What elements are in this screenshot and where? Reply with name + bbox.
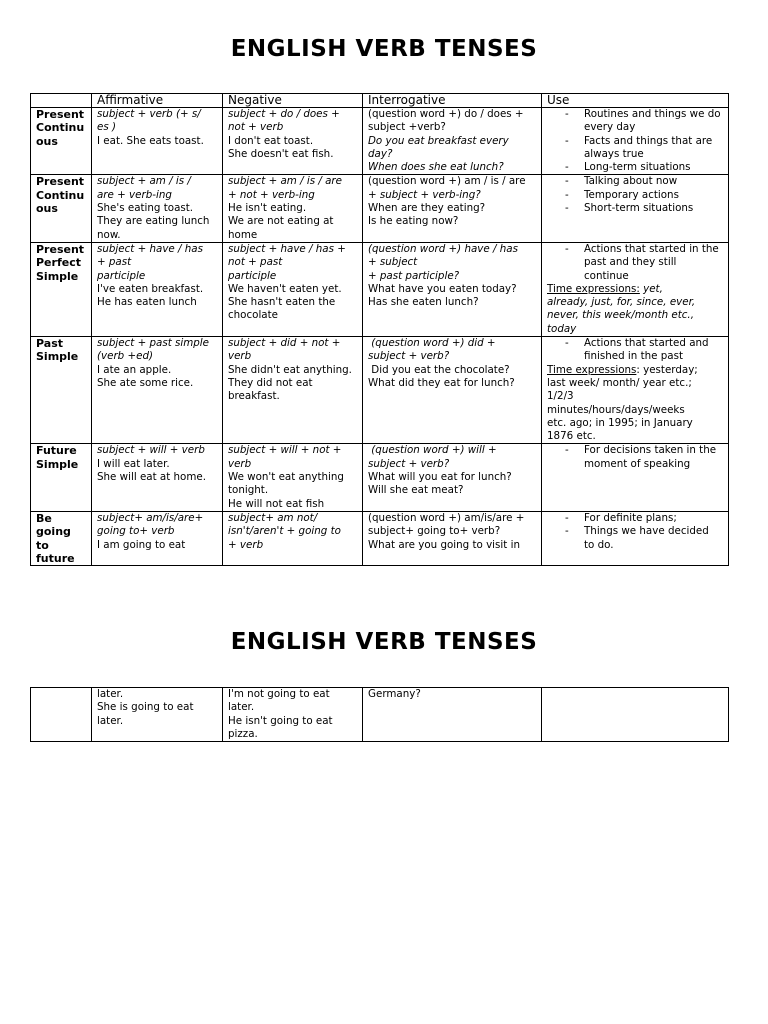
example-line: home: [228, 228, 258, 241]
formula-line: are + verb-ing: [97, 188, 172, 201]
tense-name-line: Present: [36, 242, 85, 256]
use-bullet: - Temporary actions: [565, 188, 679, 201]
use-bullet-text: Long-term situations: [584, 161, 691, 174]
use-bullet: - Short-term situations: [565, 202, 694, 215]
time-expressions-text: already, just, for, since, ever,: [547, 296, 696, 309]
use-bullet-text: Actions that started and: [584, 337, 709, 350]
use-bullet-text: For definite plans;: [584, 511, 677, 524]
example-line: We haven't eaten yet.: [228, 282, 342, 295]
use-bullet: - For decisions taken in the: [565, 444, 717, 457]
use-bullet-continuation: [547, 256, 724, 269]
tense-name-cell: [31, 511, 92, 565]
use-cell: [542, 108, 729, 175]
time-expressions: [547, 364, 724, 377]
use-bullet-text: Routines and things we do: [584, 108, 721, 120]
use-cell: [542, 688, 729, 742]
formula-line: es ): [97, 121, 116, 134]
example-line: He will not eat fish: [228, 497, 325, 510]
example-line: They did not eat: [228, 376, 313, 389]
time-expressions-label: Time expressions:: [547, 282, 640, 295]
example-line: Has she eaten lunch?: [368, 296, 479, 309]
use-bullet: - Routines and things we do: [565, 108, 721, 120]
use-bullet: - Actions that started in the: [565, 242, 719, 255]
example-line: I eat. She eats toast.: [97, 134, 204, 147]
formula-line: + not + verb-ing: [228, 188, 315, 201]
formula-line: subject + will + verb: [97, 444, 205, 457]
tense-name-cell: [31, 108, 92, 175]
example-line: She didn't eat anything.: [228, 363, 352, 376]
formula-line: subject + will + not +: [228, 444, 342, 457]
use-bullet-text: Talking about now: [584, 175, 678, 188]
formula-line: subject+ am/is/are+: [97, 511, 204, 524]
example-line: now.: [97, 228, 121, 241]
tense-name-line: Present: [36, 108, 85, 121]
formula-line: + subject: [368, 256, 418, 269]
verb-tenses-table: [30, 93, 729, 566]
example-line: She doesn't eat fish.: [228, 147, 334, 160]
example-line: tonight.: [228, 484, 269, 497]
formula-line: subject +verb?: [368, 121, 446, 134]
use-bullet-continuation: [547, 350, 724, 363]
formula-line: (verb +ed): [97, 350, 154, 363]
tense-name-line: going to: [36, 525, 71, 552]
use-bullet-text: continue: [584, 269, 629, 282]
use-bullet-text: always true: [584, 147, 644, 160]
header-negative: Negative: [223, 94, 363, 108]
use-bullet-continuation: [547, 458, 724, 471]
formula-line: verb: [228, 457, 252, 470]
formula-line: subject + verb (+ s/: [97, 108, 201, 120]
formula-line: subject + did + not +: [228, 337, 341, 350]
formula-line: subject + am / is /: [97, 175, 191, 188]
example-line: She ate some rice.: [97, 376, 194, 389]
interrogative-cell: [363, 108, 542, 175]
header-row: [31, 94, 729, 108]
example-line: I am going to eat: [97, 538, 186, 551]
table-row: [31, 242, 729, 336]
example-line: What have you eaten today?: [368, 282, 517, 295]
use-bullet-continuation: [547, 270, 724, 283]
time-expressions-text: never, this week/month etc.,: [547, 309, 694, 322]
use-cell: [542, 175, 729, 242]
table-row: [31, 108, 729, 175]
example-line: She's eating toast.: [97, 202, 194, 215]
tense-name-line: Continu: [36, 121, 85, 135]
use-cell: [542, 337, 729, 444]
use-bullet: - Things we have decided: [565, 525, 709, 538]
interrogative-cell: [363, 337, 542, 444]
example-line: pizza.: [228, 727, 258, 740]
time-expressions-text: today: [547, 322, 577, 335]
affirmative-cell: [92, 175, 223, 242]
use-cell: [542, 444, 729, 511]
formula-line: isn't/aren't + going to: [228, 525, 341, 538]
example-line: I don't eat toast.: [228, 134, 314, 147]
tense-name-line: Simple: [36, 350, 79, 364]
example-line: We are not eating at: [228, 215, 334, 228]
use-bullet-text: For decisions taken in the: [584, 444, 717, 457]
use-cell: [542, 511, 729, 565]
affirmative-cell: [92, 444, 223, 511]
formula-line: + verb: [228, 538, 264, 551]
example-line: We won't eat anything: [228, 471, 344, 484]
use-bullet-text: Short-term situations: [584, 202, 694, 215]
time-expressions-text: 1/2/3: [547, 390, 574, 403]
use-bullet-text: Temporary actions: [584, 188, 679, 201]
table-row: [31, 444, 729, 511]
use-bullet-text: every day: [584, 121, 636, 134]
use-bullet-text: Things we have decided: [584, 525, 709, 538]
example-line: Is he eating now?: [368, 215, 459, 228]
example-line: day?: [368, 147, 393, 160]
negative-cell: [223, 511, 363, 565]
affirmative-cell: [92, 688, 223, 742]
formula-line: + past participle?: [368, 269, 460, 282]
header-interrogative: Interrogative: [363, 94, 542, 108]
affirmative-cell: [92, 108, 223, 175]
negative-cell: [223, 337, 363, 444]
use-bullet-text: past and they still: [584, 256, 677, 269]
affirmative-cell: [92, 511, 223, 565]
use-bullet-continuation: [547, 121, 724, 134]
interrogative-cell: [363, 242, 542, 336]
example-line: What did they eat for lunch?: [368, 376, 515, 389]
affirmative-cell: [92, 337, 223, 444]
tense-name-line: Future: [36, 444, 77, 458]
time-expressions-text: : yesterday;: [636, 363, 698, 376]
use-bullet-text: Facts and things that are: [584, 134, 713, 147]
formula-line: subject + do / does +: [228, 108, 340, 120]
use-bullet: - Long-term situations: [565, 161, 691, 174]
interrogative-cell: [363, 511, 542, 565]
tense-name-cell: [31, 242, 92, 336]
table-row: [31, 175, 729, 242]
use-bullet-text: Actions that started in the: [584, 242, 719, 255]
formula-line: participle: [97, 269, 146, 282]
time-expressions-text: yet,: [639, 282, 663, 295]
tense-name-line: Present: [36, 175, 85, 189]
verb-tenses-table-continued: [30, 687, 729, 742]
interrogative-cell: [363, 688, 542, 742]
use-bullet: - For definite plans;: [565, 511, 677, 524]
tense-name-line: Continu: [36, 188, 85, 202]
formula-line: participle: [228, 269, 277, 282]
formula-line: subject + past simple: [97, 337, 210, 350]
tense-name-line: Simple: [36, 269, 79, 283]
formula-line: subject + have / has: [97, 242, 203, 255]
table-row: [31, 337, 729, 444]
example-line: When are they eating?: [368, 202, 486, 215]
negative-cell: [223, 688, 363, 742]
use-bullet: - Talking about now: [565, 175, 678, 188]
example-line: When does she eat lunch?: [368, 161, 504, 174]
affirmative-cell: [92, 242, 223, 336]
tense-name-line: future: [36, 551, 75, 565]
header-use: Use: [542, 94, 729, 108]
example-line: She is going to eat: [97, 701, 194, 714]
formula-line: going to+ verb: [97, 525, 175, 538]
formula-line: + past: [97, 256, 132, 269]
tense-name-cell: [31, 444, 92, 511]
formula-line: not + verb: [228, 121, 284, 134]
tense-name-line: Past: [36, 337, 63, 351]
use-bullet-text: to do.: [584, 538, 614, 551]
tense-name-line: Simple: [36, 457, 79, 471]
formula-line: (question word +) will +: [368, 444, 497, 457]
use-bullet-text: finished in the past: [584, 350, 683, 363]
use-bullet-continuation: [547, 539, 724, 552]
example-line: She hasn't eaten the: [228, 296, 336, 309]
example-line: He isn't eating.: [228, 202, 307, 215]
example-line: later.: [228, 701, 255, 714]
time-expressions: [547, 283, 724, 296]
formula-line: not + past: [228, 256, 283, 269]
example-line: later.: [97, 688, 124, 700]
table-row: [31, 688, 729, 742]
tense-name-cell: [31, 337, 92, 444]
example-line: later.: [97, 714, 124, 727]
example-line: They are eating lunch: [97, 215, 210, 228]
table-row: [31, 511, 729, 565]
example-line: I will eat later.: [97, 457, 170, 470]
negative-cell: [223, 108, 363, 175]
tense-name-cell: [31, 688, 92, 742]
example-line: chocolate: [228, 309, 278, 322]
formula-line: subject+ am not/: [228, 511, 318, 524]
page-title-repeat: ENGLISH VERB TENSES: [230, 629, 538, 655]
example-line: What will you eat for lunch?: [368, 471, 512, 484]
time-expressions-text: etc. ago; in 1995; in January: [547, 416, 693, 429]
example-line: I'm not going to eat: [228, 688, 330, 700]
use-bullet: - Facts and things that are: [565, 134, 713, 147]
use-bullet-continuation: [547, 148, 724, 161]
formula-line: verb: [228, 350, 252, 363]
formula-line: subject + verb?: [368, 457, 450, 470]
example-line: I ate an apple.: [97, 363, 172, 376]
formula-line: (question word +) am / is / are: [368, 175, 526, 188]
time-expressions-text: last week/ month/ year etc.;: [547, 376, 692, 389]
header-blank: [31, 94, 92, 108]
formula-line: (question word +) have / has: [368, 242, 518, 255]
interrogative-cell: [363, 444, 542, 511]
use-bullet: - Actions that started and: [565, 337, 709, 350]
tense-name-line: ous: [36, 134, 58, 148]
use-cell: [542, 242, 729, 336]
formula-line: subject + have / has +: [228, 242, 346, 255]
example-line: Did you eat the chocolate?: [368, 363, 510, 376]
formula-line: subject+ going to+ verb?: [368, 525, 501, 538]
tense-name-line: ous: [36, 202, 58, 216]
example-line: Germany?: [368, 688, 421, 700]
header-affirmative: Affirmative: [92, 94, 223, 108]
tense-name-cell: [31, 175, 92, 242]
time-expressions-label: Time expressions: [547, 363, 637, 376]
example-line: Do you eat breakfast every: [368, 134, 509, 147]
formula-line: (question word +) do / does +: [368, 108, 524, 120]
tense-name-line: Perfect: [36, 256, 81, 270]
negative-cell: [223, 175, 363, 242]
example-line: What are you going to visit in: [368, 538, 520, 551]
formula-line: (question word +) did +: [368, 337, 496, 350]
example-line: He has eaten lunch: [97, 296, 197, 309]
formula-line: subject + verb?: [368, 350, 450, 363]
example-line: He isn't going to eat: [228, 714, 333, 727]
negative-cell: [223, 242, 363, 336]
use-bullet-text: moment of speaking: [584, 457, 691, 470]
tense-name-line: Be: [36, 511, 52, 525]
formula-line: (question word +) am/is/are +: [368, 511, 525, 524]
page-title: ENGLISH VERB TENSES: [230, 36, 538, 62]
example-line: Will she eat meat?: [368, 484, 464, 497]
formula-line: + subject + verb-ing?: [368, 188, 481, 201]
time-expressions-text: 1876 etc.: [547, 430, 596, 443]
formula-line: subject + am / is / are: [228, 175, 342, 188]
example-line: She will eat at home.: [97, 471, 206, 484]
example-line: breakfast.: [228, 390, 280, 403]
time-expressions-text: minutes/hours/days/weeks: [547, 403, 685, 416]
interrogative-cell: [363, 175, 542, 242]
example-line: I've eaten breakfast.: [97, 282, 204, 295]
negative-cell: [223, 444, 363, 511]
